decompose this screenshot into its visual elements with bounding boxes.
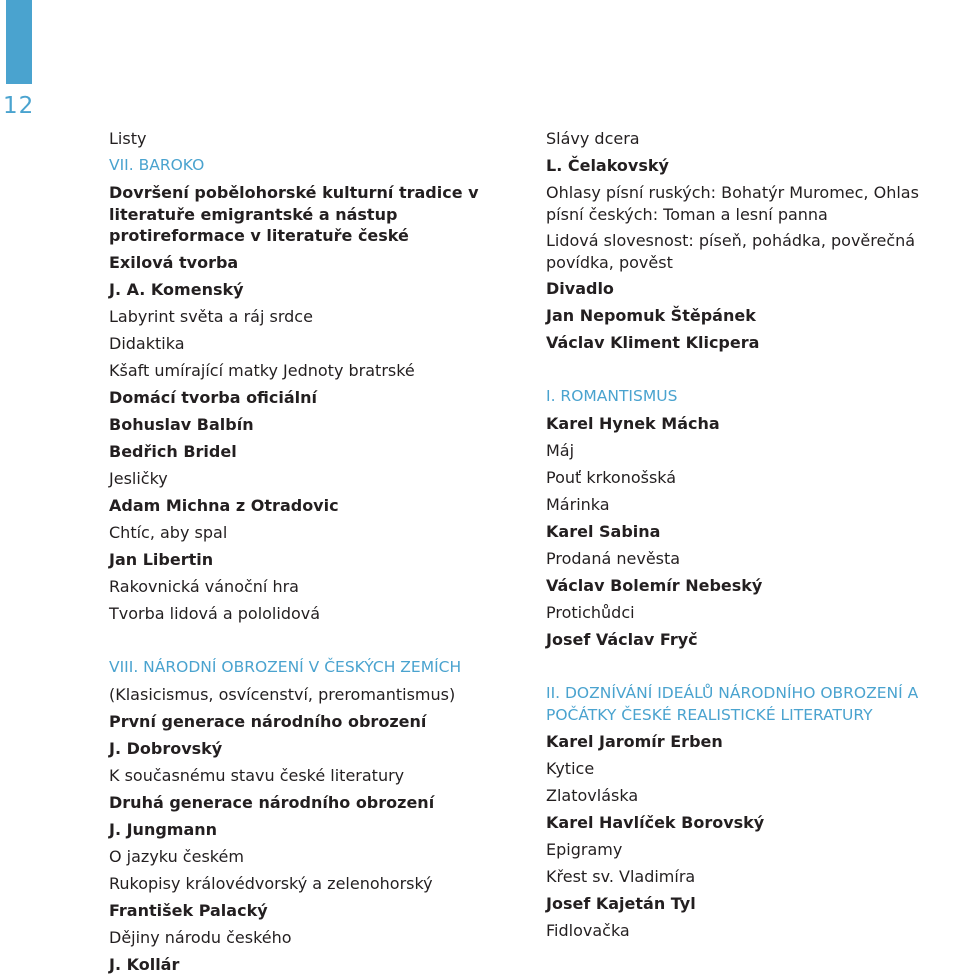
list-item: Slávy dcera (546, 129, 640, 148)
section-spacer (546, 356, 960, 383)
author-heading: Karel Havlíček Borovský (546, 813, 765, 832)
author-heading: Josef Kajetán Tyl (546, 894, 696, 913)
list-item: Lidová slovesnost: píseň, pohádka, pověrečná povídka, pověst (546, 231, 916, 272)
list-item: Jesličky (109, 468, 168, 488)
author-heading: Jan Nepomuk Štěpánek (546, 306, 756, 325)
list-item: Fidlovačka (546, 921, 630, 940)
author-heading: Václav Kliment Klicpera (546, 333, 760, 352)
author-heading: Dovršení pobělohorské kulturní tradice v literatuře emigrantské a nástup protireformace v literatuře české (109, 183, 479, 245)
list-item: Máj (546, 441, 575, 460)
list-item: Kšaft umírající matky Jednoty bratrské (109, 360, 415, 380)
section-heading: VIII. NÁRODNÍ OBROZENÍ V ČESKÝCH ZEMÍCH (109, 657, 462, 676)
list-item: Dějiny národu českého (109, 927, 292, 947)
author-heading: Bedřich Bridel (109, 441, 237, 461)
author-heading: Karel Sabina (546, 522, 661, 541)
left-column (109, 125, 529, 978)
author-heading: Exilová tvorba (109, 252, 239, 272)
author-heading: J. Dobrovský (109, 738, 223, 758)
author-heading: J. Kollár (109, 954, 180, 974)
list-item: Listy (109, 129, 147, 148)
author-heading: František Palacký (109, 900, 268, 920)
page-number: 12 (3, 93, 35, 119)
author-heading: L. Čelakovský (546, 156, 669, 175)
list-item: O jazyku českém (109, 846, 244, 866)
list-item: (Klasicismus, osvícenství, preromantismus) (109, 684, 456, 704)
section-heading: I. ROMANTISMUS (546, 387, 678, 405)
author-heading: Josef Václav Fryč (546, 630, 698, 649)
author-heading: Václav Bolemír Nebeský (546, 576, 763, 595)
author-heading: Adam Michna z Otradovic (109, 495, 339, 515)
list-item: Ohlasy písní ruských: Bohatýr Muromec, Ohlas písní českých: Toman a lesní panna (546, 183, 919, 224)
list-item: Rukopisy královédvorský a zelenohorský (109, 873, 433, 893)
author-heading: První generace národního obrození (109, 711, 427, 731)
list-item: Pouť krkonošská (546, 468, 677, 487)
sidebar-accent-bar (6, 0, 32, 84)
list-item: Prodaná nevěsta (546, 549, 681, 568)
author-heading: Bohuslav Balbín (109, 414, 254, 434)
list-item: Chtíc, aby spal (109, 522, 228, 542)
author-heading: Jan Libertin (109, 549, 214, 569)
right-column (546, 125, 960, 944)
list-item: Křest sv. Vladimíra (546, 867, 696, 886)
author-heading: Druhá generace národního obrození (109, 792, 435, 812)
list-item: Didaktika (109, 333, 185, 353)
list-item: Epigramy (546, 840, 623, 859)
section-spacer (546, 653, 960, 680)
list-item: Protichůdci (546, 603, 635, 622)
author-heading: J. A. Komenský (109, 279, 244, 299)
list-item: Tvorba lidová a pololidová (109, 603, 321, 623)
section-heading: VII. BAROKO (109, 156, 205, 174)
section-heading: II. DOZNÍVÁNÍ IDEÁLŮ NÁRODNÍHO OBROZENÍ A POČÁTKY ČESKÉ REALISTICKÉ LITERATURY (546, 684, 919, 724)
author-heading: Karel Jaromír Erben (546, 732, 723, 751)
list-item: Rakovnická vánoční hra (109, 576, 299, 596)
list-item: Márinka (546, 495, 610, 514)
section-spacer (109, 627, 529, 654)
author-heading: Karel Hynek Mácha (546, 414, 720, 433)
author-heading: Domácí tvorba oficiální (109, 387, 318, 407)
list-item: Kytice (546, 759, 595, 778)
author-heading: Divadlo (546, 279, 614, 298)
list-item: K současnému stavu české literatury (109, 765, 405, 785)
list-item: Labyrint světa a ráj srdce (109, 306, 313, 326)
list-item: Zlatovláska (546, 786, 639, 805)
author-heading: J. Jungmann (109, 819, 218, 839)
